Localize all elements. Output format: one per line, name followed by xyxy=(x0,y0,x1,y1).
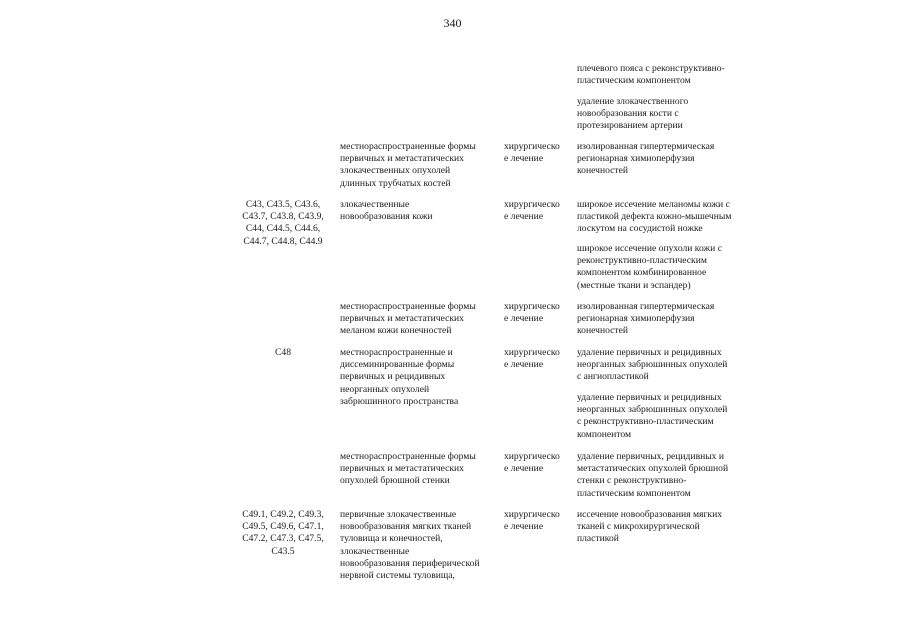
treatment-method-cell-line: протезированием артерии xyxy=(577,120,683,132)
treatment-type-cell-line: е лечение xyxy=(504,359,544,371)
treatment-method-cell-line: с ангиопластикой xyxy=(577,371,649,383)
diagnosis-cell-line: меланом кожи конечностей xyxy=(340,325,452,337)
treatment-method-cell-line: неорганных забрюшинных опухолей xyxy=(577,359,728,371)
treatment-method-cell-line: широкое иссечение меланомы кожи с xyxy=(577,199,730,210)
treatment-method-cell xyxy=(577,199,731,236)
treatment-type-cell-line: е лечение xyxy=(504,211,544,223)
treatment-method-cell-line: тканей с микрохирургической xyxy=(577,521,700,533)
treatment-method-cell-line: компонентом xyxy=(577,428,632,440)
diagnosis-cell-line: новообразования мягких тканей xyxy=(340,521,472,533)
treatment-method-cell-line: удаление первичных, рецидивных и xyxy=(577,451,725,462)
diagnosis-cell-line: местнораспространенные формы xyxy=(340,301,476,312)
treatment-method-cell-line: широкое иссечение опухоли кожи с xyxy=(577,243,722,254)
diagnosis-cell xyxy=(340,141,476,190)
diagnosis-cell-line: первичных и метастатических xyxy=(340,463,464,475)
treatment-method-cell xyxy=(577,63,725,87)
icd-code-cell-line: C49.1, C49.2, C49.3, xyxy=(242,509,324,520)
treatment-type-cell xyxy=(504,347,560,371)
diagnosis-cell xyxy=(340,301,476,338)
diagnosis-cell-line: опухолей брюшной стенки xyxy=(340,475,450,487)
icd-code-cell-line: C48 xyxy=(275,347,291,358)
diagnosis-cell-line: местнораспространенные формы xyxy=(340,141,476,152)
treatment-method-cell-line: новообразования кости с xyxy=(577,108,679,120)
treatment-method-cell-line: изолированная гипертермическая xyxy=(577,141,715,152)
treatment-method-cell-line: регионарная химиоперфузия xyxy=(577,313,695,325)
treatment-method-cell xyxy=(577,392,727,441)
treatment-method-cell xyxy=(577,347,727,384)
diagnosis-cell-line: первичных и метастатических xyxy=(340,313,464,325)
icd-code-cell-line: C43, C43.5, C43.6, xyxy=(245,199,321,210)
treatment-type-cell-line: е лечение xyxy=(504,313,544,325)
diagnosis-cell xyxy=(340,509,480,582)
treatment-method-cell-line: удаление злокачественного xyxy=(577,96,689,107)
diagnosis-cell xyxy=(340,451,476,488)
treatment-method-cell-line: метастатических опухолей брюшной xyxy=(577,463,729,475)
treatment-method-cell-line: удаление первичных и рецидивных xyxy=(577,347,722,358)
treatment-method-cell-line: реконструктивно-пластическим xyxy=(577,255,707,267)
treatment-type-cell xyxy=(504,509,560,533)
treatment-method-cell-line: неорганных забрюшинных опухолей xyxy=(577,404,728,416)
treatment-type-cell-line: хирургическо xyxy=(504,199,560,210)
diagnosis-cell-line: злокачественные xyxy=(340,199,410,210)
treatment-type-cell-line: хирургическо xyxy=(504,451,560,462)
treatment-method-cell-line: иссечение новообразования мягких xyxy=(577,509,723,520)
treatment-method-cell-line: удаление первичных и рецидивных xyxy=(577,392,722,403)
icd-code-cell-line: C43.7, C43.8, C43.9, xyxy=(242,211,324,223)
diagnosis-cell-line: первичные злокачественные xyxy=(340,509,457,520)
icd-code-cell-line: C43.5 xyxy=(271,545,295,557)
treatment-method-cell-line: (местные ткани и эспандер) xyxy=(577,279,691,291)
treatment-type-cell-line: хирургическо xyxy=(504,141,560,152)
treatment-method-cell-line: регионарная химиоперфузия xyxy=(577,153,695,165)
diagnosis-cell xyxy=(340,347,458,408)
treatment-method-cell-line: плечевого пояса с реконструктивно- xyxy=(577,63,725,74)
treatment-type-cell xyxy=(504,301,560,325)
treatment-method-cell-line: пластикой xyxy=(577,533,619,545)
treatment-method-cell xyxy=(577,243,722,292)
icd-code-cell-line: C44.7, C44.8, C44.9 xyxy=(243,235,323,247)
treatment-type-cell xyxy=(504,451,560,475)
icd-code-cell xyxy=(222,347,344,359)
treatment-method-cell-line: лоскутом на сосудистой ножке xyxy=(577,223,703,235)
diagnosis-cell-line: новообразования кожи xyxy=(340,211,433,223)
treatment-method-cell xyxy=(577,451,728,500)
icd-code-cell xyxy=(222,509,344,558)
treatment-method-cell-line: конечностей xyxy=(577,165,628,177)
treatment-method-cell-line: пластическим компонентом xyxy=(577,75,691,87)
diagnosis-cell-line: местнораспространенные формы xyxy=(340,451,476,462)
treatment-type-cell-line: хирургическо xyxy=(504,347,560,358)
icd-code-cell-line: C44, C44.5, C44.6, xyxy=(245,223,321,235)
treatment-method-cell-line: компонентом комбинированное xyxy=(577,267,707,279)
treatment-type-cell-line: е лечение xyxy=(504,153,544,165)
icd-code-cell xyxy=(222,199,344,248)
diagnosis-cell xyxy=(340,199,433,223)
diagnosis-cell-line: местнораспространенные и xyxy=(340,347,453,358)
treatment-method-cell-line: пластическим компонентом xyxy=(577,487,691,499)
diagnosis-cell-line: злокачественные xyxy=(340,545,410,557)
diagnosis-cell-line: длинных трубчатых костей xyxy=(340,177,451,189)
treatment-type-cell xyxy=(504,199,560,223)
treatment-method-cell-line: стенки с реконструктивно- xyxy=(577,475,687,487)
diagnosis-cell-line: туловища и конечностей, xyxy=(340,533,443,545)
treatment-method-cell xyxy=(577,509,722,546)
treatment-method-cell xyxy=(577,141,714,178)
treatment-type-cell-line: е лечение xyxy=(504,521,544,533)
treatment-method-cell-line: пластикой дефекта кожно-мышечным xyxy=(577,211,732,223)
treatment-type-cell xyxy=(504,141,560,165)
treatment-type-cell-line: е лечение xyxy=(504,463,544,475)
page-number: 340 xyxy=(443,16,462,30)
diagnosis-cell-line: неорганных опухолей xyxy=(340,383,430,395)
diagnosis-cell-line: диссеминированные формы xyxy=(340,359,455,371)
icd-code-cell-line: C47.2, C47.3, C47.5, xyxy=(242,533,324,545)
diagnosis-cell-line: первичных и рецидивных xyxy=(340,371,446,383)
treatment-type-cell-line: хирургическо xyxy=(504,301,560,312)
diagnosis-cell-line: новообразования периферической xyxy=(340,557,480,569)
treatment-method-cell-line: изолированная гипертермическая xyxy=(577,301,715,312)
diagnosis-cell-line: забрюшинного пространства xyxy=(340,395,459,407)
diagnosis-cell-line: первичных и метастатических xyxy=(340,153,464,165)
treatment-method-cell-line: с реконструктивно-пластическим xyxy=(577,416,714,428)
diagnosis-cell-line: злокачественных опухолей xyxy=(340,165,451,177)
treatment-method-cell xyxy=(577,96,688,133)
treatment-method-cell-line: конечностей xyxy=(577,325,628,337)
icd-code-cell-line: C49.5, C49.6, C47.1, xyxy=(242,521,324,533)
diagnosis-cell-line: нервной системы туловища, xyxy=(340,570,455,582)
treatment-method-cell xyxy=(577,301,714,338)
treatment-type-cell-line: хирургическо xyxy=(504,509,560,520)
